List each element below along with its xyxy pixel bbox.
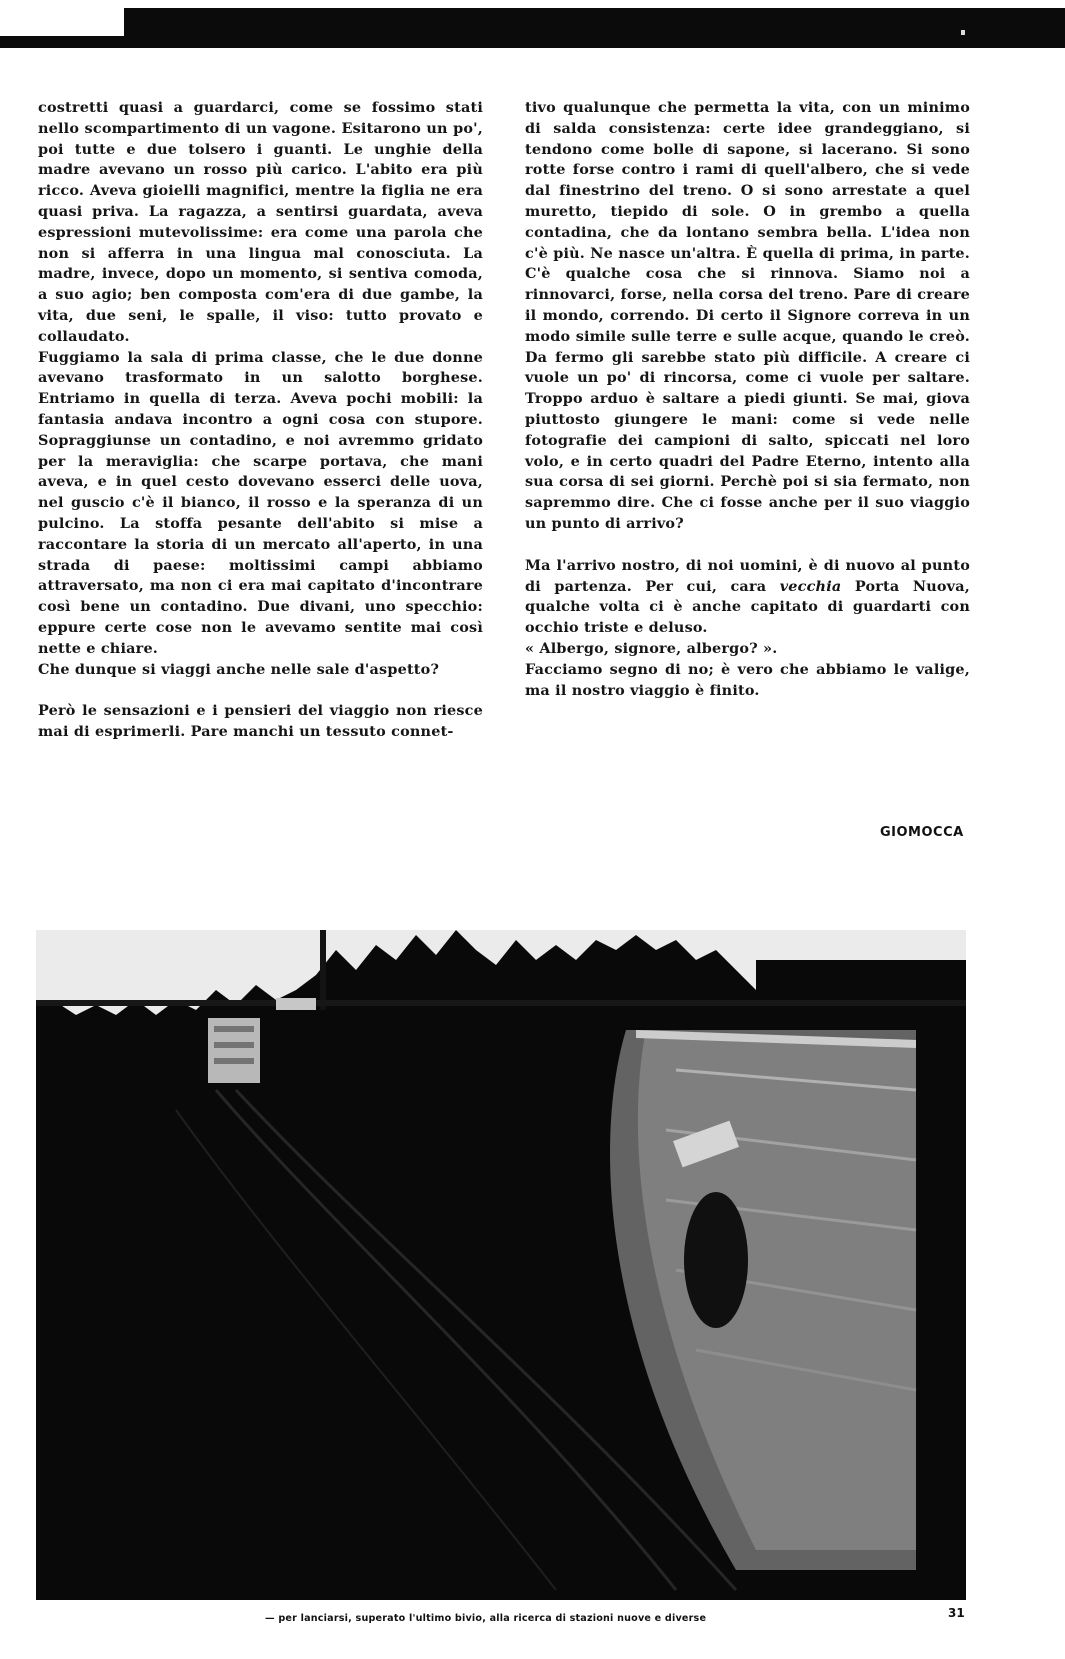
header-left-stripe	[0, 36, 124, 48]
page-header-bar	[0, 0, 1065, 48]
article-column-right	[525, 98, 970, 701]
header-black-band	[124, 8, 1065, 48]
paragraph	[525, 556, 970, 639]
paragraph: Che dunque si viaggi anche nelle sale d'aspetto?	[38, 660, 440, 678]
paragraph: Fuggiamo la sala di prima classe, che le due donne avevano trasformato in un salotto borghese. Entriamo in quella di terza. Aveva pochi mobili: la fantasia andava incontro a ogni cosa con stupore. Sopraggiunse un contadino, e noi avremmo gridato per la meraviglia: che scarpe portava, che mani aveva, e in quel cesto dovevano esserci delle uova, nel guscio c'è il bianco, il rosso e la speranza di un pulcino. La stoffa pesante dell'abito si mise a raccontare la storia di un mercato all'aperto, in una strada di paese: moltissimi campi abbiamo attraversato, ma non ci era mai capitato d'incontrare così bene un contadino. Due divani, uno specchio: eppure certe cose non le avevamo sentite mai così nette e chiare.	[38, 348, 483, 657]
text-run: Porta Nuova, qualche volta ci è anche capitato di guardarti con occhio triste e deluso.	[525, 577, 970, 637]
photo-caption: — per lanciarsi, superato l'ultimo bivio, alla ricerca di stazioni nuove e diverse	[265, 1613, 707, 1624]
paragraph: « Albergo, signore, albergo? ».	[525, 639, 778, 657]
paragraph: costretti quasi a guardarci, come se fossimo stati nello scompartimento di un vagone. Esitarono un po', poi tutte e due tolsero i guanti. Le unghie della madre avevano un rosso più carico. L'abito era più ricco. Aveva gioielli magnifici, mentre la figlia ne era quasi priva. La ragazza, a sentirsi guardata, aveva espressioni mutevolissime: era come una parola che non si afferra in una lingua mal conosciuta. La madre, invece, dopo un momento, si sentiva comoda, a suo agio; ben composta com'era di due gambe, la vita, due seni, le spalle, il viso: tutto provato e collaudato.	[38, 99, 483, 345]
header-mark	[961, 30, 965, 35]
paragraph: tivo qualunque che permetta la vita, con un minimo di salda consistenza: certe idee grandeggiano, si tendono come bolle di sapone, si lacerano. Si sono rotte forse contro i rami di quell'albero, che si vede dal finestrino del treno. O si sono arrestate a quel muretto, tiepido di sole. O in grembo a quella contadina, che da lontano sembra bella. L'idea non c'è più. Ne nasce un'altra. È quella di prima, in parte. C'è qualche cosa che si rinnova. Siamo noi a rinnovarci, forse, nella corsa del treno. Pare di creare il mondo, correndo. Di certo il Signore correva in un modo simile sulle terre e sulle acque, quando le creò. Da fermo gli sarebbe stato più difficile. A creare ci vuole un po' di rincorsa, come ci vuole per saltare. Troppo arduo è saltare a piedi giunti. Se mai, giova piuttosto giungere le mani: come si vede nelle fotografie dei campioni di salto, spiccati nel loro volo, e in certo quadri del Padre Eterno, intento alla sua corsa di sei giorni. Perchè poi si sia fermato, non sapremmo dire. Che ci fosse anche per il suo viaggio un punto di arrivo?	[525, 99, 970, 532]
article-column-left	[38, 98, 483, 743]
italic-word: vecchia	[779, 577, 842, 595]
paragraph: Facciamo segno di no; è vero che abbiamo le valige, ma il nostro viaggio è finito.	[525, 660, 970, 699]
text-run: Ma l'arrivo nostro, di noi uomini, è di nuovo al punto di partenza. Per cui, cara	[525, 556, 970, 595]
author-signature: GIOMOCCA	[880, 825, 964, 840]
paragraph: Però le sensazioni e i pensieri del viaggio non riesce mai di esprimerli. Pare manchi un tessuto connet-	[38, 702, 483, 741]
railway-station-photo	[36, 930, 966, 1600]
page-number: 31	[948, 1606, 965, 1620]
